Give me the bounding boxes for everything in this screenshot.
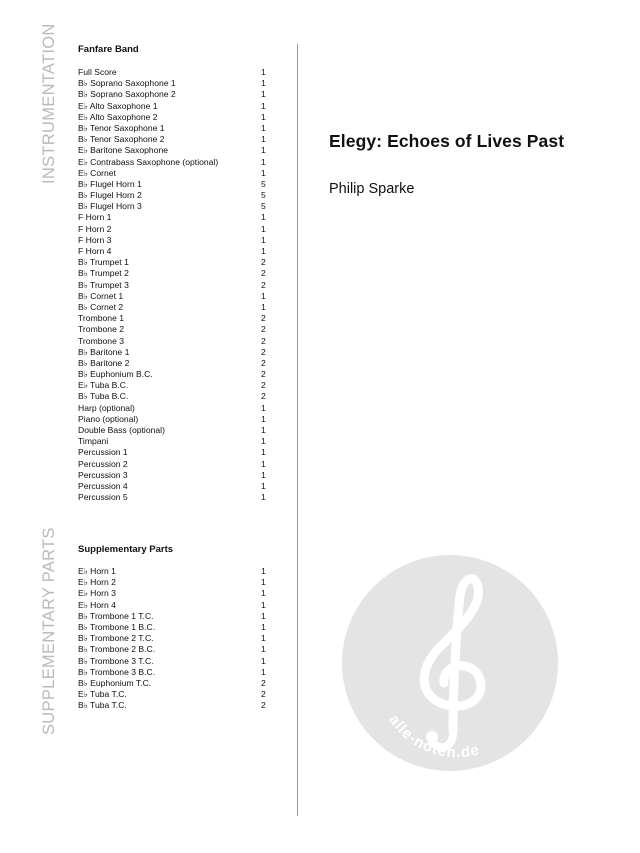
fanfare-part-quantity: 2 [261, 268, 266, 279]
supplementary-row [78, 588, 273, 599]
fanfare-part-quantity: 1 [261, 246, 266, 256]
fanfare-part-quantity: 2 [261, 324, 266, 335]
supplementary-part-name: E♭ Horn 1 [78, 566, 116, 576]
supplementary-part-name: B♭ Tuba T.C. [78, 700, 127, 711]
fanfare-part-name: F Horn 4 [78, 246, 112, 256]
fanfare-row [78, 336, 273, 347]
fanfare-part-name: B♭ Tenor Saxophone 2 [78, 134, 165, 145]
fanfare-part-name: E♭ Baritone Saxophone [78, 145, 169, 156]
column-divider [297, 44, 298, 816]
fanfare-row [78, 89, 273, 100]
fanfare-row [78, 280, 273, 291]
supplementary-part-name: B♭ Trombone 1 B.C. [78, 621, 156, 632]
fanfare-part-quantity: 2 [261, 346, 266, 357]
fanfare-row [78, 268, 273, 279]
fanfare-part-quantity: 1 [261, 156, 266, 167]
fanfare-row [78, 391, 273, 402]
supplementary-part-quantity: 1 [261, 633, 266, 644]
supplementary-row [78, 644, 273, 655]
fanfare-row [78, 112, 273, 123]
fanfare-row [78, 168, 273, 179]
supplementary-part-quantity: 1 [261, 588, 266, 599]
fanfare-part-quantity: 1 [261, 447, 266, 458]
fanfare-part-quantity: 2 [261, 369, 266, 380]
supplementary-part-name: E♭ Horn 2 [78, 577, 116, 588]
fanfare-part-name: B♭ Trumpet 2 [78, 268, 129, 279]
fanfare-part-quantity: 1 [261, 492, 266, 503]
fanfare-part-name: B♭ Trumpet 3 [78, 279, 129, 290]
fanfare-part-name: Piano (optional) [78, 413, 139, 424]
fanfare-row [78, 447, 273, 458]
fanfare-part-quantity: 2 [261, 313, 266, 324]
fanfare-row [78, 235, 273, 246]
fanfare-part-name: Timpani [78, 436, 109, 447]
supplementary-part-quantity: 1 [261, 566, 266, 576]
fanfare-part-quantity: 1 [261, 167, 266, 178]
fanfare-part-quantity: 1 [261, 122, 266, 133]
fanfare-part-quantity: 1 [261, 413, 266, 424]
fanfare-part-quantity: 1 [261, 425, 266, 435]
fanfare-part-quantity: 1 [261, 212, 266, 223]
supplementary-part-quantity: 1 [261, 610, 266, 621]
fanfare-row [78, 246, 273, 257]
fanfare-part-name: Trombone 1 [78, 313, 125, 324]
fanfare-row [78, 123, 273, 134]
supplementary-row [78, 633, 273, 644]
fanfare-part-quantity: 5 [261, 201, 266, 212]
fanfare-part-quantity: 1 [261, 469, 266, 480]
fanfare-part-quantity: 2 [261, 380, 266, 391]
fanfare-part-name: Trombone 2 [78, 324, 125, 335]
fanfare-part-quantity: 1 [261, 89, 266, 100]
fanfare-row [78, 179, 273, 190]
instrumentation-side-label: INSTRUMENTATION [40, 23, 58, 184]
fanfare-part-quantity: 1 [261, 290, 266, 301]
fanfare-part-name: B♭ Euphonium B.C. [78, 369, 153, 380]
fanfare-part-name: B♭ Soprano Saxophone 2 [78, 89, 176, 100]
fanfare-row [78, 425, 273, 436]
supplementary-part-quantity: 1 [261, 577, 266, 588]
watermark-text: alle-noten.de [385, 711, 482, 762]
fanfare-part-quantity: 2 [261, 279, 266, 290]
fanfare-part-name: B♭ Flugel Horn 3 [78, 201, 142, 212]
fanfare-row [78, 302, 273, 313]
supplementary-part-name: E♭ Tuba T.C. [78, 689, 127, 700]
fanfare-instrument-list [78, 67, 273, 503]
fanfare-row [78, 492, 273, 503]
fanfare-part-name: E♭ Cornet [78, 167, 116, 178]
fanfare-part-quantity: 1 [261, 67, 266, 77]
supplementary-part-quantity: 2 [261, 689, 266, 700]
supplementary-row [78, 656, 273, 667]
fanfare-row [78, 470, 273, 481]
fanfare-part-name: B♭ Flugel Horn 2 [78, 190, 142, 201]
fanfare-row [78, 101, 273, 112]
fanfare-row [78, 145, 273, 156]
fanfare-part-name: Percussion 4 [78, 480, 128, 491]
fanfare-row [78, 291, 273, 302]
fanfare-part-quantity: 1 [261, 301, 266, 312]
fanfare-part-quantity: 1 [261, 100, 266, 111]
fanfare-part-name: B♭ Cornet 2 [78, 301, 124, 312]
fanfare-part-name: F Horn 3 [78, 234, 112, 245]
supplementary-part-quantity: 1 [261, 621, 266, 632]
fanfare-part-quantity: 1 [261, 145, 266, 156]
supplementary-row [78, 678, 273, 689]
supplementary-row [78, 566, 273, 577]
fanfare-part-quantity: 1 [261, 234, 266, 245]
fanfare-row [78, 459, 273, 470]
fanfare-part-quantity: 2 [261, 335, 266, 346]
fanfare-part-quantity: 5 [261, 178, 266, 189]
fanfare-part-quantity: 2 [261, 257, 266, 268]
fanfare-part-name: E♭ Tuba B.C. [78, 380, 129, 391]
supplementary-part-name: E♭ Horn 4 [78, 599, 116, 610]
fanfare-part-name: Full Score [78, 67, 117, 77]
fanfare-row [78, 134, 273, 145]
fanfare-part-name: Trombone 3 [78, 335, 125, 346]
supplementary-part-name: B♭ Trombone 3 T.C. [78, 655, 154, 666]
supplementary-part-quantity: 2 [261, 700, 266, 711]
supplementary-instrument-list [78, 566, 273, 711]
fanfare-row [78, 481, 273, 492]
fanfare-row [78, 224, 273, 235]
fanfare-band-heading: Fanfare Band [78, 44, 139, 55]
fanfare-part-quantity: 1 [261, 78, 266, 89]
supplementary-parts-heading: Supplementary Parts [78, 544, 174, 555]
fanfare-part-name: F Horn 2 [78, 223, 112, 234]
fanfare-row [78, 257, 273, 268]
fanfare-part-name: Double Bass (optional) [78, 425, 165, 435]
supplementary-side-label: SUPPLEMENTARY PARTS [40, 527, 58, 735]
piece-title: Elegy: Echoes of Lives Past [329, 131, 565, 151]
fanfare-part-quantity: 1 [261, 111, 266, 122]
fanfare-part-name: B♭ Trumpet 1 [78, 257, 129, 268]
fanfare-part-quantity: 1 [261, 458, 266, 469]
fanfare-part-name: B♭ Flugel Horn 1 [78, 178, 142, 189]
fanfare-part-name: Percussion 1 [78, 447, 128, 458]
fanfare-row [78, 324, 273, 335]
fanfare-row [78, 380, 273, 391]
fanfare-part-name: E♭ Alto Saxophone 1 [78, 100, 158, 111]
fanfare-part-name: E♭ Alto Saxophone 2 [78, 111, 158, 122]
fanfare-part-quantity: 1 [261, 134, 266, 145]
fanfare-part-name: Percussion 3 [78, 469, 128, 480]
supplementary-row [78, 611, 273, 622]
fanfare-part-name: Percussion 2 [78, 458, 128, 469]
fanfare-part-name: F Horn 1 [78, 212, 112, 223]
fanfare-part-name: Harp (optional) [78, 402, 135, 413]
fanfare-part-name: B♭ Tuba B.C. [78, 391, 129, 402]
supplementary-row [78, 700, 273, 711]
fanfare-part-name: B♭ Soprano Saxophone 1 [78, 78, 176, 89]
supplementary-part-name: B♭ Trombone 2 B.C. [78, 644, 156, 655]
fanfare-part-quantity: 1 [261, 223, 266, 234]
supplementary-row [78, 577, 273, 588]
fanfare-row [78, 358, 273, 369]
supplementary-part-quantity: 1 [261, 655, 266, 666]
fanfare-part-name: B♭ Baritone 2 [78, 357, 130, 368]
fanfare-row [78, 212, 273, 223]
supplementary-part-quantity: 1 [261, 666, 266, 677]
supplementary-row [78, 600, 273, 611]
fanfare-part-name: B♭ Baritone 1 [78, 346, 130, 357]
fanfare-part-quantity: 1 [261, 480, 266, 491]
fanfare-part-quantity: 1 [261, 436, 266, 447]
fanfare-part-name: B♭ Tenor Saxophone 1 [78, 122, 165, 133]
supplementary-row [78, 689, 273, 700]
fanfare-row [78, 67, 273, 78]
fanfare-row [78, 369, 273, 380]
fanfare-part-name: E♭ Contrabass Saxophone (optional) [78, 156, 219, 167]
fanfare-row [78, 347, 273, 358]
supplementary-part-name: B♭ Euphonium T.C. [78, 677, 152, 688]
supplementary-part-name: B♭ Trombone 1 T.C. [78, 610, 154, 621]
supplementary-row [78, 622, 273, 633]
fanfare-part-quantity: 5 [261, 190, 266, 201]
supplementary-part-name: B♭ Trombone 3 B.C. [78, 666, 156, 677]
fanfare-row [78, 414, 273, 425]
fanfare-row [78, 313, 273, 324]
treble-clef-watermark-icon [342, 555, 558, 771]
fanfare-part-quantity: 1 [261, 402, 266, 413]
fanfare-part-quantity: 2 [261, 391, 266, 402]
supplementary-part-name: B♭ Trombone 2 T.C. [78, 633, 154, 644]
fanfare-row [78, 403, 273, 414]
fanfare-part-quantity: 2 [261, 357, 266, 368]
fanfare-part-name: B♭ Cornet 1 [78, 290, 124, 301]
fanfare-part-name: Percussion 5 [78, 492, 128, 503]
fanfare-row [78, 157, 273, 168]
composer-name: Philip Sparke [329, 181, 415, 197]
supplementary-part-quantity: 2 [261, 677, 266, 688]
supplementary-part-name: E♭ Horn 3 [78, 588, 116, 599]
fanfare-row [78, 190, 273, 201]
fanfare-row [78, 78, 273, 89]
supplementary-row [78, 667, 273, 678]
supplementary-part-quantity: 1 [261, 644, 266, 655]
fanfare-row [78, 436, 273, 447]
supplementary-part-quantity: 1 [261, 599, 266, 610]
fanfare-row [78, 201, 273, 212]
